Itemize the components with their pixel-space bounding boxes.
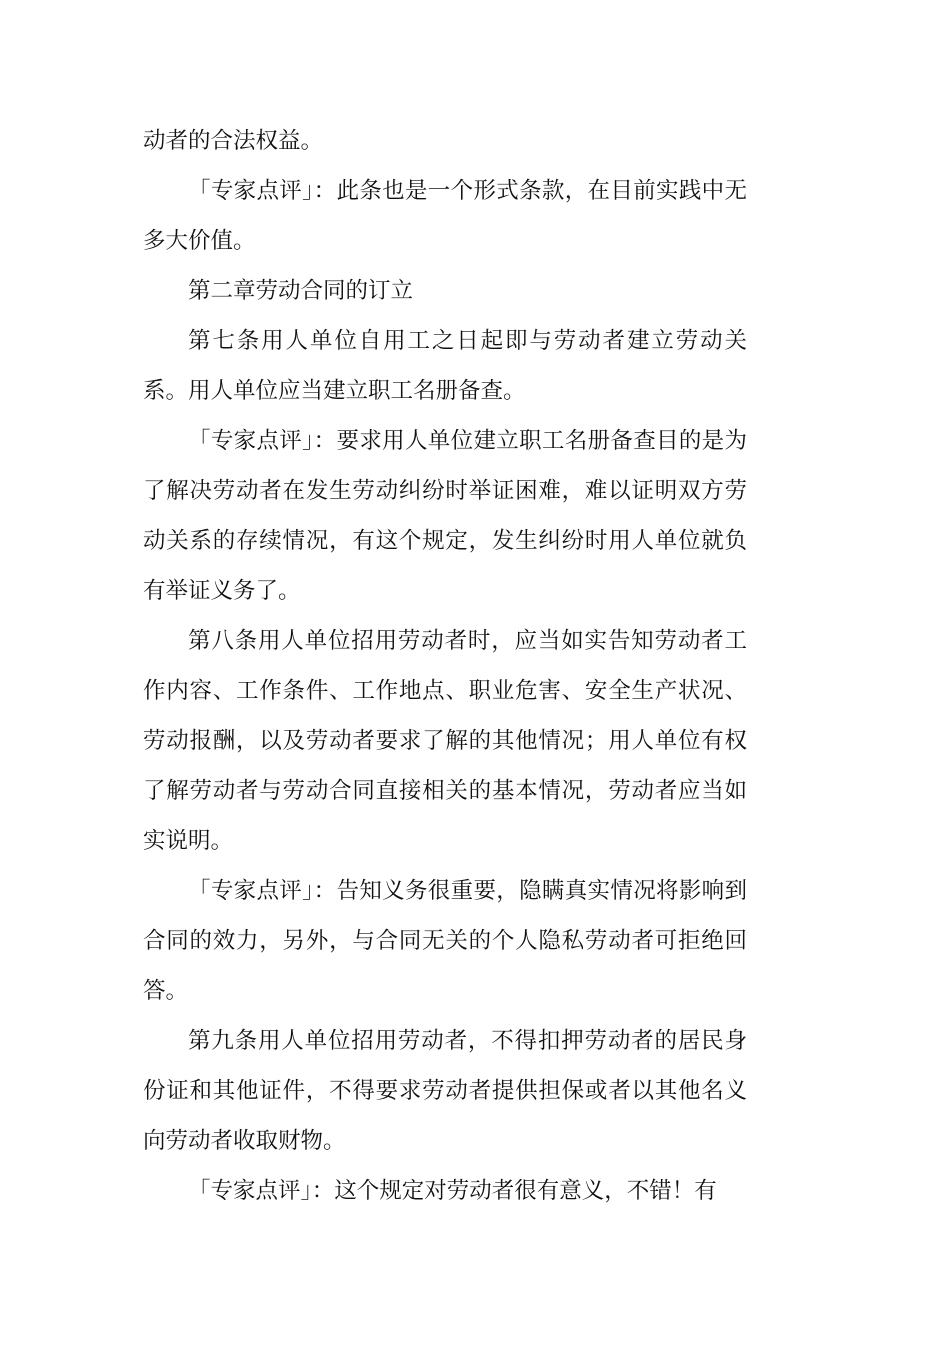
paragraph-article-9: 第九条用人单位招用劳动者，不得扣押劳动者的居民身份证和其他证件，不得要求劳动者提供担保或者以其他名义向劳动者收取财物。 [143, 1028, 747, 1154]
chapter-heading: 第二章劳动合同的订立 [188, 278, 414, 304]
paragraph-continuation: 动者的合法权益。 [143, 128, 324, 154]
paragraph-expert-comment: 「专家点评」：要求用人单位建立职工名册备查目的是为了解决劳动者在发生劳动纠纷时举证困难，难以证明双方劳动关系的存续情况，有这个规定，发生纠纷时用人单位就负有举证义务了。 [143, 428, 747, 604]
paragraph-expert-comment: 「专家点评」：告知义务很重要，隐瞒真实情况将影响到合同的效力，另外，与合同无关的个人隐私劳动者可拒绝回答。 [143, 878, 747, 1004]
paragraph-article-7: 第七条用人单位自用工之日起即与劳动者建立劳动关系。用人单位应当建立职工名册备查。 [143, 328, 747, 404]
paragraph-expert-comment: 「专家点评」：这个规定对劳动者很有意义，不错！有 [188, 1178, 717, 1204]
document-body [143, 116, 747, 1216]
paragraph-expert-comment: 「专家点评」：此条也是一个形式条款，在目前实践中无多大价值。 [143, 178, 747, 254]
paragraph-article-8: 第八条用人单位招用劳动者时，应当如实告知劳动者工作内容、工作条件、工作地点、职业危害、安全生产状况、劳动报酬，以及劳动者要求了解的其他情况；用人单位有权了解劳动者与劳动合同直接相关的基本情况，劳动者应当如实说明。 [143, 628, 747, 854]
